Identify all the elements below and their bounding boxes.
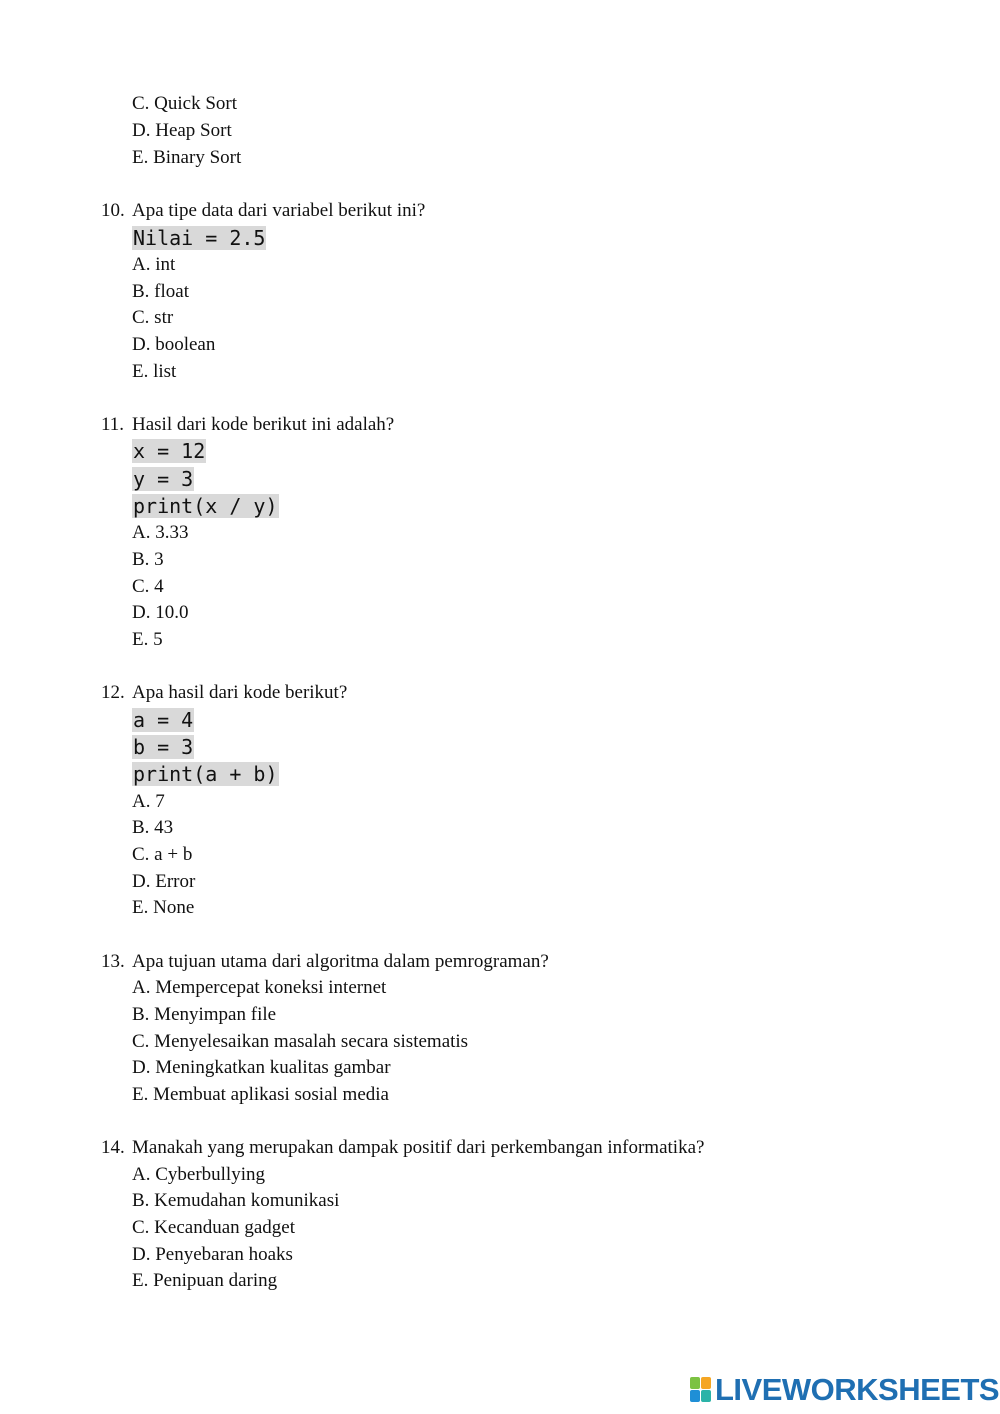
q12-option-e: E. None xyxy=(132,897,195,918)
q10-code-line: Nilai = 2.5 xyxy=(133,226,266,250)
q10-option-a: A. int xyxy=(132,254,176,275)
q12-option-a: A. 7 xyxy=(132,791,165,812)
q12-number: 12. xyxy=(101,682,125,703)
q12-option-d: D. Error xyxy=(132,871,196,892)
q11-number: 11. xyxy=(101,414,125,435)
q12-option-c: C. a + b xyxy=(132,844,193,865)
q13-option-a: A. Mempercepat koneksi internet xyxy=(132,977,387,998)
q13-text: Apa tujuan utama dari algoritma dalam pemrograman? xyxy=(132,951,549,972)
q11-code-line: x = 12 xyxy=(133,439,206,463)
q11-code-line: print(x / y) xyxy=(133,494,278,518)
q12-text: Apa hasil dari kode berikut? xyxy=(132,682,348,703)
q14-text: Manakah yang merupakan dampak positif dari perkembangan informatika? xyxy=(132,1137,705,1158)
q14-option-c: C. Kecanduan gadget xyxy=(132,1217,296,1238)
q11-option-b: B. 3 xyxy=(132,549,164,570)
q13-option-e: E. Membuat aplikasi sosial media xyxy=(132,1084,389,1105)
q11-option-d: D. 10.0 xyxy=(132,602,189,623)
q10-option-e: E. list xyxy=(132,361,177,382)
q11-option-e: E. 5 xyxy=(132,629,163,650)
liveworksheets-logo-icon xyxy=(690,1377,712,1403)
q14-option-d: D. Penyebaran hoaks xyxy=(132,1244,293,1265)
q13-option-c: C. Menyelesaikan masalah secara sistematis xyxy=(132,1031,469,1052)
q10-option-d: D. boolean xyxy=(132,334,216,355)
q12-option-b: B. 43 xyxy=(132,817,174,838)
q9-option-e: E. Binary Sort xyxy=(132,147,242,168)
q11-code-line: y = 3 xyxy=(133,467,194,491)
q9-option-c: C. Quick Sort xyxy=(132,93,238,114)
q13-number: 13. xyxy=(101,951,125,972)
liveworksheets-logo-text: LIVEWORKSHEETS xyxy=(715,1372,1000,1407)
q10-option-b: B. float xyxy=(132,281,189,302)
q10-number: 10. xyxy=(101,200,125,221)
liveworksheets-logo xyxy=(690,1373,999,1407)
q13-option-b: B. Menyimpan file xyxy=(132,1004,277,1025)
q14-option-b: B. Kemudahan komunikasi xyxy=(132,1190,340,1211)
q10-option-c: C. str xyxy=(132,307,174,328)
q14-option-a: A. Cyberbullying xyxy=(132,1164,265,1185)
q11-option-c: C. 4 xyxy=(132,576,164,597)
q12-code-line: b = 3 xyxy=(133,735,194,759)
q14-number: 14. xyxy=(101,1137,125,1158)
q9-option-d: D. Heap Sort xyxy=(132,120,232,141)
q12-code-line: a = 4 xyxy=(133,708,194,732)
q13-option-d: D. Meningkatkan kualitas gambar xyxy=(132,1057,391,1078)
q12-code-line: print(a + b) xyxy=(133,762,278,786)
q11-text: Hasil dari kode berikut ini adalah? xyxy=(132,414,395,435)
q14-option-e: E. Penipuan daring xyxy=(132,1270,278,1291)
q11-option-a: A. 3.33 xyxy=(132,522,189,543)
q10-text: Apa tipe data dari variabel berikut ini? xyxy=(132,200,426,221)
